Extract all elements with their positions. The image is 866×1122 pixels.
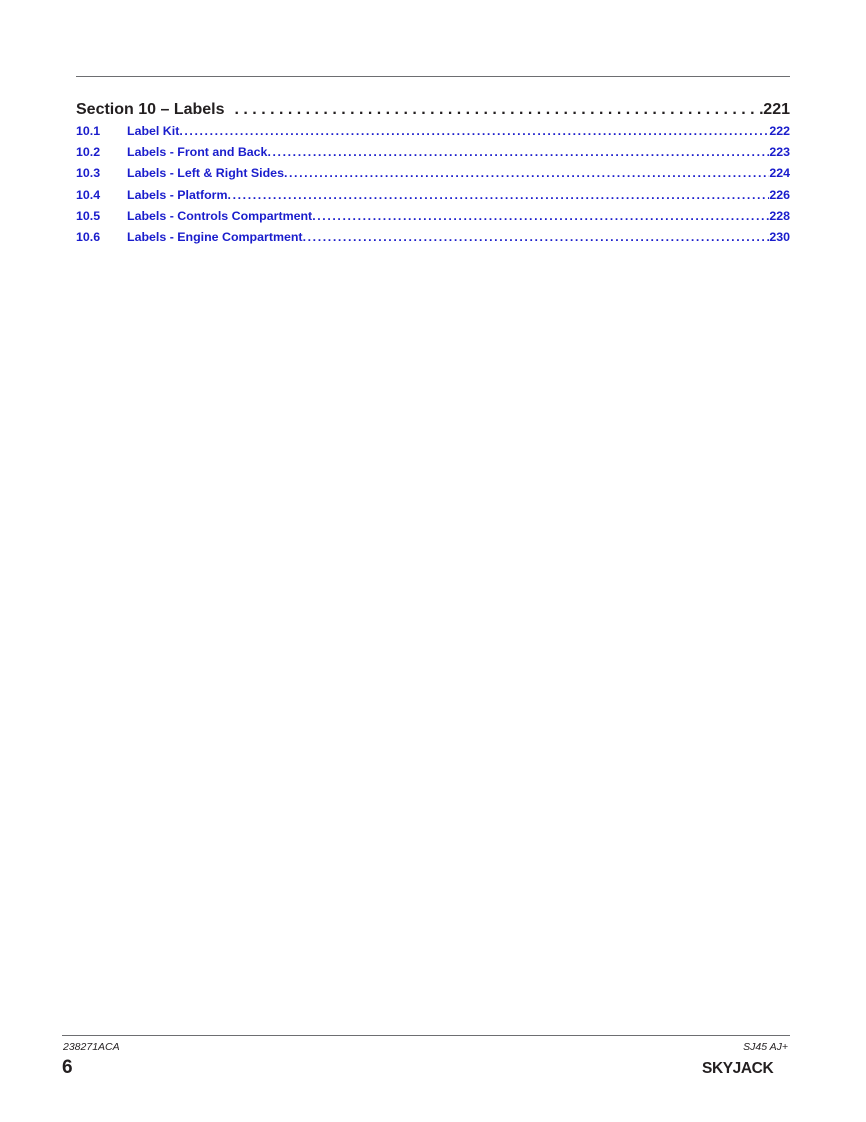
entry-title: Labels - Engine Compartment: [127, 229, 303, 244]
dot-leader: [284, 163, 769, 184]
toc-entry[interactable]: [76, 163, 790, 184]
model-name: SJ45 AJ+: [743, 1041, 788, 1053]
toc-entry[interactable]: [76, 121, 790, 142]
dot-leader: [303, 227, 770, 248]
section-page-number: 221: [763, 101, 790, 118]
entry-title: Labels - Left & Right Sides: [127, 166, 284, 181]
document-number: 238271ACA: [63, 1041, 120, 1053]
entry-number: 10.3: [76, 166, 101, 181]
entry-page-number: 230: [769, 229, 790, 244]
toc-section-heading[interactable]: [76, 98, 790, 121]
entry-page-number: 228: [769, 208, 790, 223]
entry-number: 10.1: [76, 124, 101, 138]
page-number: 6: [62, 1057, 73, 1078]
table-of-contents: [76, 98, 790, 248]
entry-number: 10.4: [76, 187, 101, 202]
entry-page-number: 222: [769, 124, 790, 138]
skyjack-logo: [702, 1058, 788, 1076]
dot-leader: [228, 185, 770, 206]
dot-leader: [267, 142, 769, 163]
entry-number: 10.2: [76, 145, 101, 160]
entry-title: Labels - Front and Back: [127, 145, 268, 160]
entry-title: Labels - Controls Compartment: [127, 208, 313, 223]
entry-title: Label Kit: [127, 124, 180, 138]
toc-entry[interactable]: [76, 206, 790, 227]
dot-leader: [312, 206, 769, 227]
dot-leader: [235, 98, 764, 121]
dot-leader: [179, 121, 769, 142]
svg-text:SKYJACK: SKYJACK: [702, 1060, 774, 1076]
entry-page-number: 223: [769, 145, 790, 160]
toc-entry[interactable]: [76, 227, 790, 248]
toc-entry[interactable]: [76, 185, 790, 206]
footer-rule: [62, 1035, 790, 1036]
entry-number: 10.6: [76, 229, 101, 244]
entry-page-number: 224: [769, 166, 790, 181]
toc-entry[interactable]: [76, 142, 790, 163]
entry-number: 10.5: [76, 208, 101, 223]
section-title: Section 10 – Labels: [76, 101, 225, 118]
entry-title: Labels - Platform: [127, 187, 228, 202]
entry-page-number: 226: [769, 187, 790, 202]
header-rule: [76, 76, 790, 77]
